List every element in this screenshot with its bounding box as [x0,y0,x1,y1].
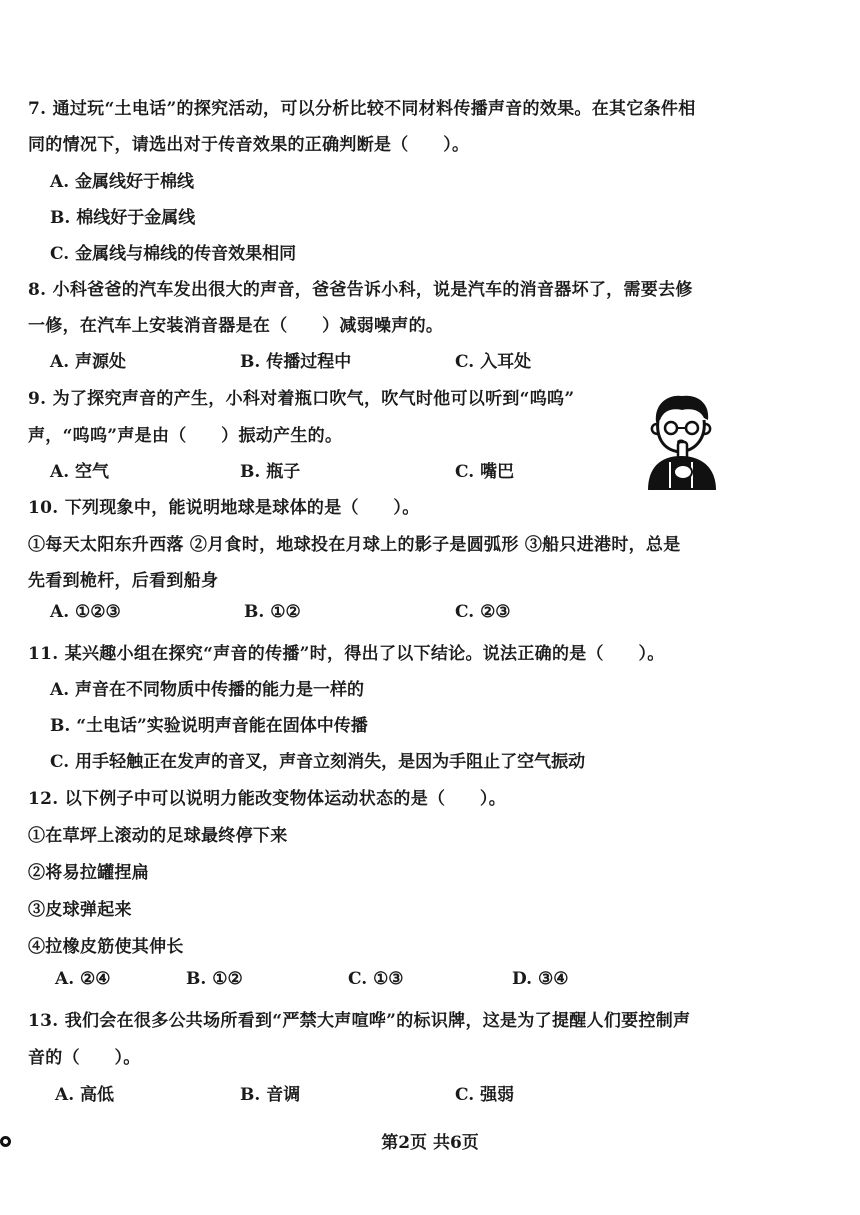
boy-blowing-bottle-illustration [640,392,722,492]
q12-item-2: ②将易拉罐捏扁 [28,863,150,883]
q7-stem-line1: 7. 通过玩“土电话”的探究活动，可以分析比较不同材料传播声音的效果。在其它条件相 [28,99,696,119]
q7-option-b: B. 棉线好于金属线 [50,208,196,228]
q8-stem-line2: 一修，在汽车上安装消音器是在（ ）减弱噪声的。 [28,316,444,336]
q12-item-3: ③皮球弹起来 [28,900,132,920]
q12-option-a: A. ②④ [55,969,111,989]
q9-option-b: B. 瓶子 [240,462,301,482]
q12-option-b: B. ①② [186,969,243,989]
q11-option-a: A. 声音在不同物质中传播的能力是一样的 [50,680,365,700]
q7-option-a: A. 金属线好于棉线 [50,172,195,192]
q7-stem-line2: 同的情况下，请选出对于传音效果的正确判断是（ ）。 [28,135,470,155]
q11-option-c: C. 用手轻触正在发声的音叉，声音立刻消失，是因为手阻止了空气振动 [50,752,586,772]
q13-stem-line2: 音的（ ）。 [28,1048,141,1068]
q12-option-d: D. ③④ [512,969,569,989]
page-number: 第2页 共6页 [381,1133,479,1153]
q9-option-a: A. 空气 [50,462,110,482]
q13-option-b: B. 音调 [240,1085,301,1105]
q8-option-a: A. 声源处 [50,352,127,372]
q11-option-b: B. “土电话”实验说明声音能在固体中传播 [50,716,368,736]
q11-stem-line1: 11. 某兴趣小组在探究“声音的传播”时，得出了以下结论。说法正确的是（ ）。 [28,644,665,664]
q9-stem-line2: 声，“呜呜”声是由（ ）振动产生的。 [28,426,343,446]
q8-option-b: B. 传播过程中 [240,352,352,372]
q10-option-c: C. ②③ [455,602,511,622]
q10-option-b: B. ①② [244,602,301,622]
q9-option-c: C. 嘴巴 [455,462,515,482]
q13-stem-line1: 13. 我们会在很多公共场所看到“严禁大声喧哗”的标识牌，这是为了提醒人们要控制声 [28,1011,691,1031]
q12-item-4: ④拉橡皮筋使其伸长 [28,937,184,957]
q8-option-c: C. 入耳处 [455,352,532,372]
q9-stem-line1: 9. 为了探究声音的产生，小科对着瓶口吹气，吹气时他可以听到“呜呜” [28,389,575,409]
q10-stem-line1: 10. 下列现象中，能说明地球是球体的是（ ）。 [28,498,420,518]
q7-option-c: C. 金属线与棉线的传音效果相同 [50,244,297,264]
q8-stem-line1: 8. 小科爸爸的汽车发出很大的声音，爸爸告诉小科，说是汽车的消音器坏了，需要去修 [28,280,693,300]
q12-stem-line1: 12. 以下例子中可以说明力能改变物体运动状态的是（ ）。 [28,789,506,809]
q10-stem-line3: 先看到桅杆，后看到船身 [28,571,219,591]
q12-option-c: C. ①③ [348,969,404,989]
q13-option-c: C. 强弱 [455,1085,515,1105]
q10-option-a: A. ①②③ [50,602,121,622]
q12-item-1: ①在草坪上滚动的足球最终停下来 [28,826,288,846]
q10-stem-line2: ①每天太阳东升西落 ②月食时，地球投在月球上的影子是圆弧形 ③船只进港时，总是 [28,535,681,555]
q13-option-a: A. 高低 [55,1085,115,1105]
